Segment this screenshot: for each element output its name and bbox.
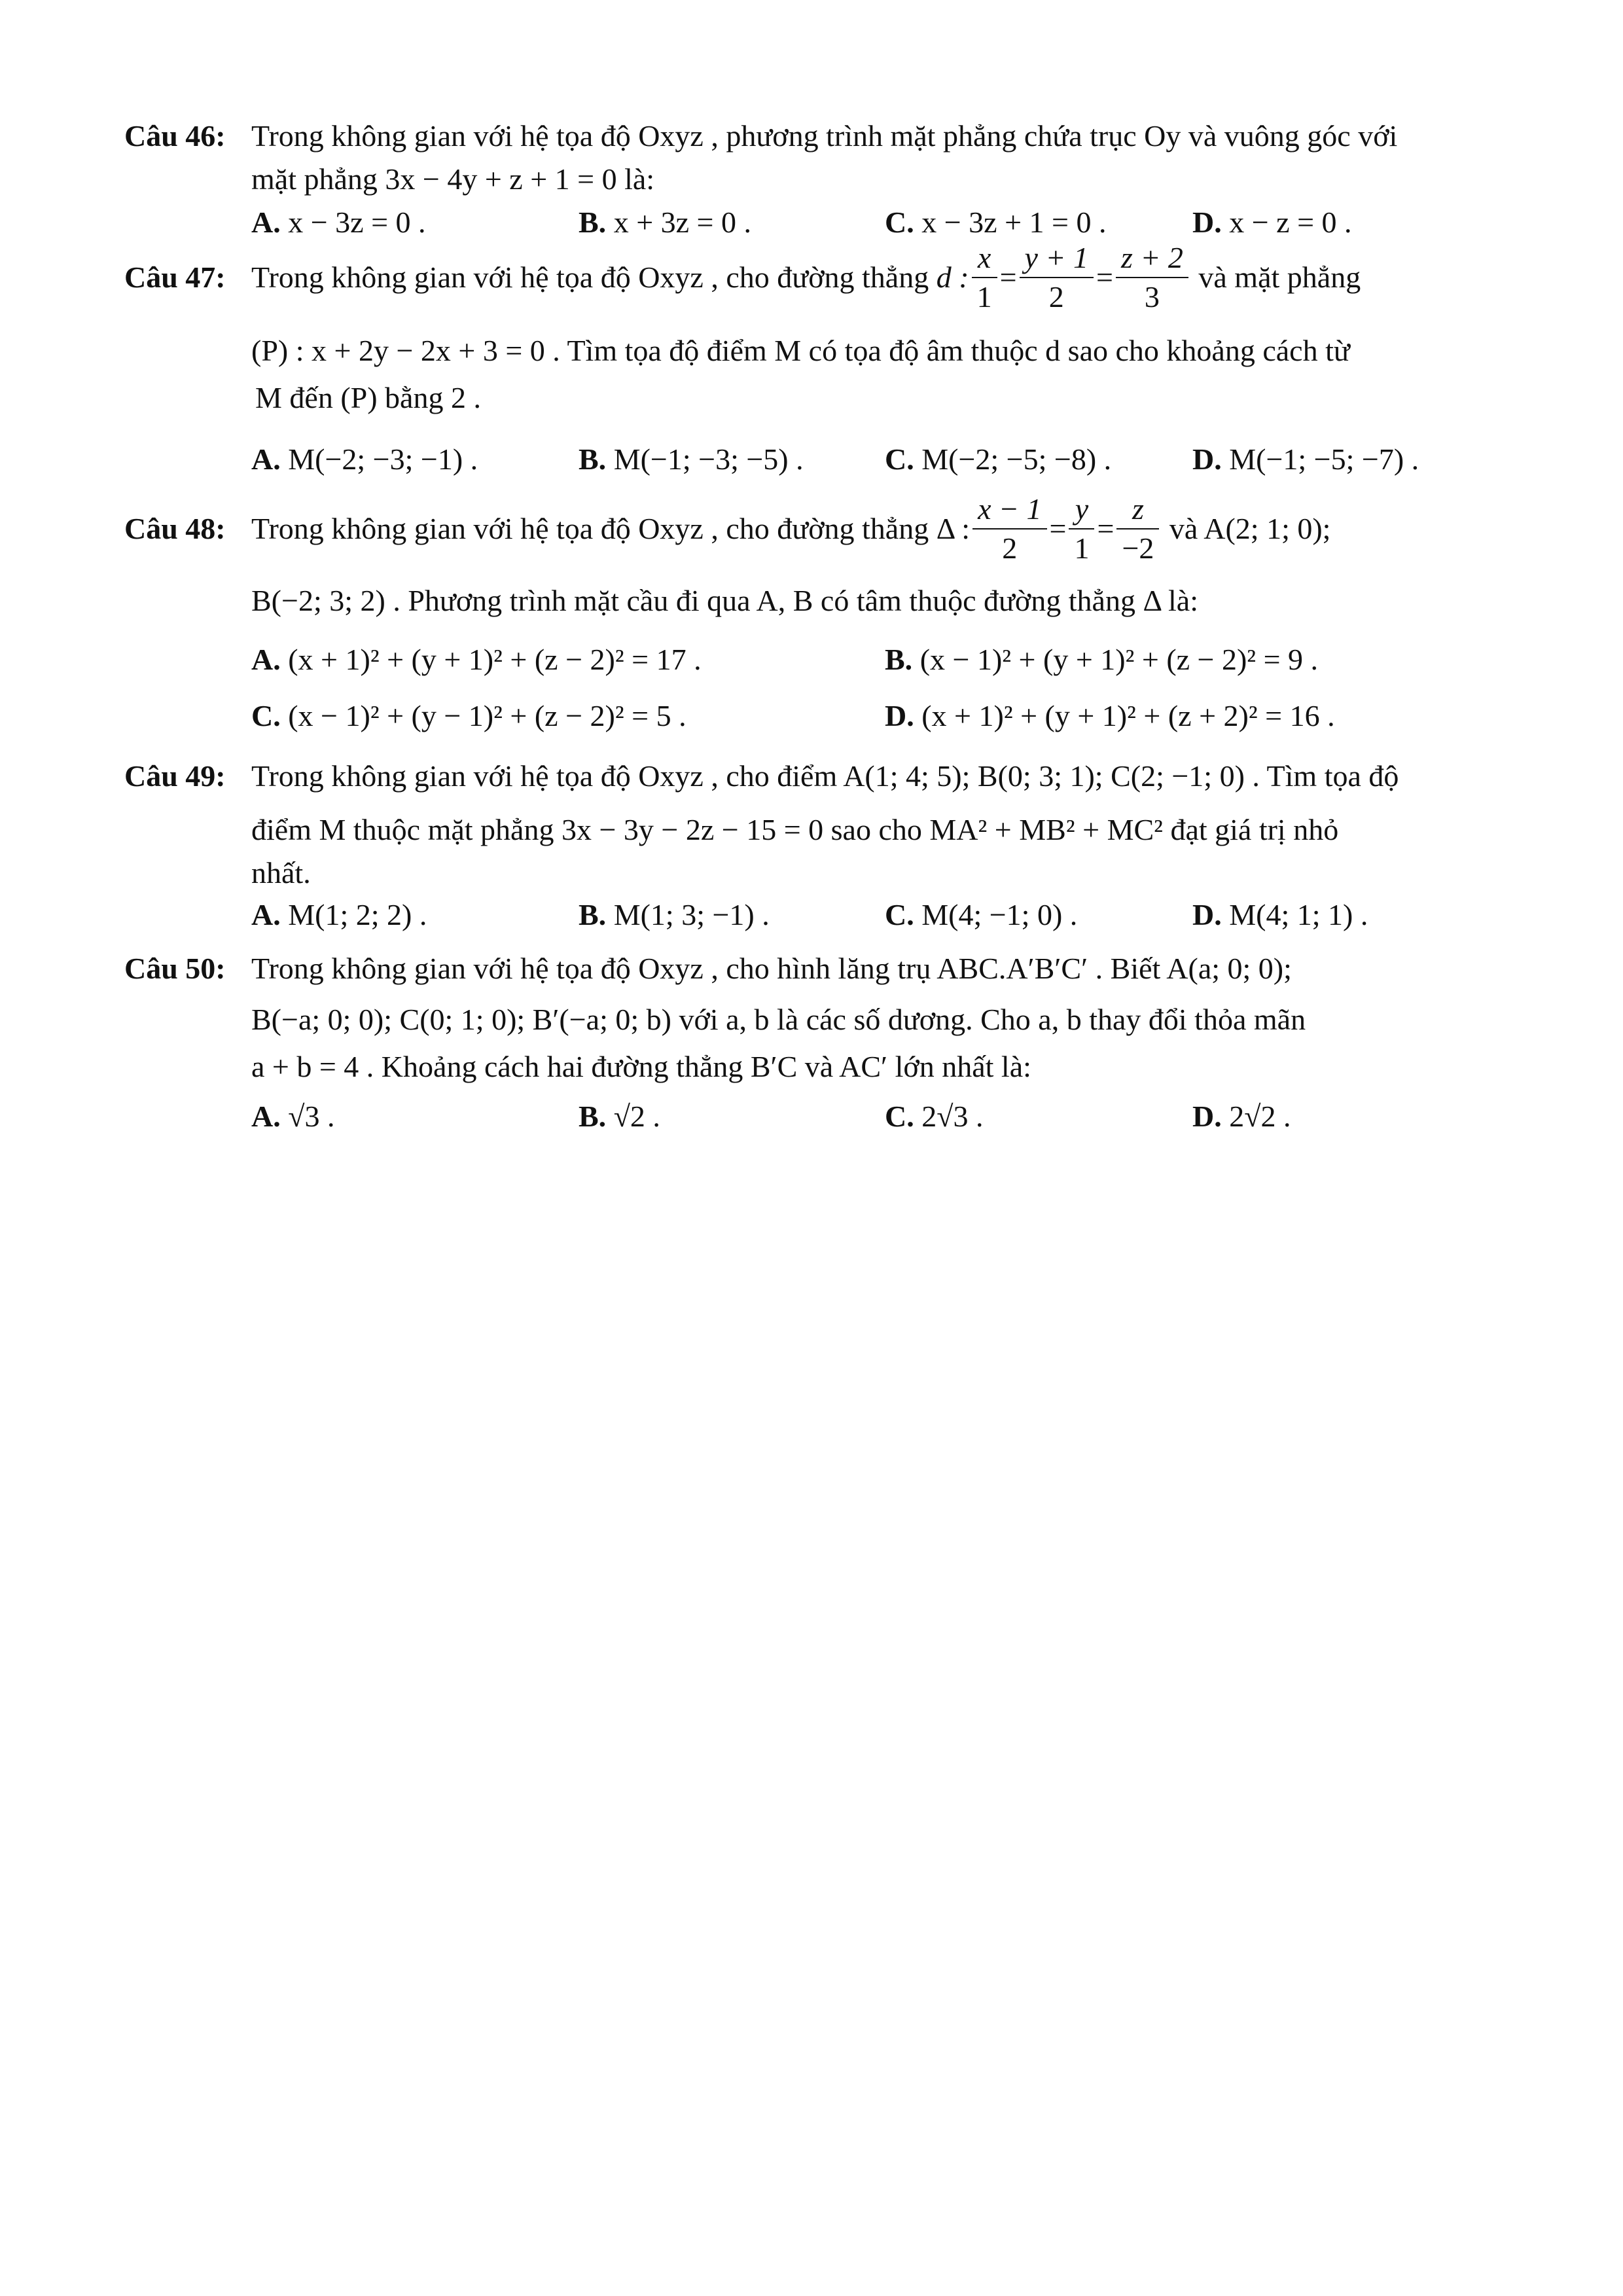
question-49-stem-3: nhất.: [251, 856, 311, 889]
option-text: x − 3z + 1 = 0 .: [921, 206, 1107, 239]
option-text: 2√3 .: [921, 1100, 984, 1133]
option-letter: B.: [579, 206, 607, 239]
option-letter: D.: [1192, 206, 1222, 239]
option-46-b[interactable]: [579, 204, 751, 241]
numerator: x − 1: [972, 494, 1046, 529]
question-48-label: Câu 48:: [124, 512, 226, 545]
denominator: −2: [1122, 531, 1154, 565]
option-48-d[interactable]: [885, 698, 1335, 734]
option-50-c[interactable]: [885, 1098, 983, 1135]
fraction-1: [972, 243, 997, 312]
denominator: 1: [1074, 531, 1090, 565]
option-46-d[interactable]: [1192, 204, 1352, 241]
option-letter: D.: [1192, 1100, 1222, 1133]
stem-text: Trong không gian với hệ tọa độ Oxyz , cho đường thẳng: [251, 260, 929, 294]
option-text: M(1; 2; 2) .: [288, 898, 427, 931]
line-delta-label: Δ :: [936, 512, 971, 545]
option-letter: B.: [579, 1100, 607, 1133]
question-47-stem-2: (P) : x + 2y − 2x + 3 = 0 . Tìm tọa độ điểm M có tọa độ âm thuộc d sao cho khoảng cách từ: [251, 334, 1350, 367]
option-47-d[interactable]: [1192, 441, 1419, 478]
question-50-stem-1: Trong không gian với hệ tọa độ Oxyz , cho hình lăng trụ ABC.A′B′C′ . Biết A(a; 0; 0);: [251, 952, 1292, 985]
option-text: √2 .: [613, 1100, 660, 1133]
option-text: M(−1; −3; −5) .: [613, 442, 804, 476]
option-letter: D.: [1192, 898, 1222, 931]
question-47-label: Câu 47:: [124, 260, 226, 294]
option-text: M(−2; −5; −8) .: [921, 442, 1112, 476]
option-letter: B.: [579, 898, 607, 931]
question-49-stem-1: Trong không gian với hệ tọa độ Oxyz , cho điểm A(1; 4; 5); B(0; 3; 1); C(2; −1; 0) . Tìm tọa độ: [251, 759, 1399, 793]
option-48-a[interactable]: [251, 641, 702, 678]
option-text: (x − 1)² + (y − 1)² + (z − 2)² = 5 .: [288, 699, 687, 732]
option-letter: A.: [251, 206, 281, 239]
option-47-a[interactable]: [251, 441, 478, 478]
option-49-a[interactable]: [251, 897, 427, 933]
question-50-label: Câu 50:: [124, 952, 226, 985]
numerator: x: [972, 243, 997, 278]
numerator: z: [1116, 494, 1159, 529]
denominator: 1: [976, 280, 992, 314]
option-49-c[interactable]: [885, 897, 1077, 933]
question-50-stem-2: B(−a; 0; 0); C(0; 1; 0); B′(−a; 0; b) với a, b là các số dương. Cho a, b thay đổi thỏa mãn: [251, 1003, 1306, 1036]
option-text: x + 3z = 0 .: [613, 206, 751, 239]
option-50-b[interactable]: [579, 1098, 660, 1135]
option-text: x − z = 0 .: [1229, 206, 1352, 239]
numerator: y + 1: [1020, 243, 1094, 278]
denominator: 3: [1144, 280, 1160, 314]
option-46-a[interactable]: [251, 204, 426, 241]
question-46-label: Câu 46:: [124, 119, 226, 152]
fraction-3: [1116, 243, 1188, 312]
option-47-c[interactable]: [885, 441, 1111, 478]
option-text: √3 .: [288, 1100, 335, 1133]
option-48-c[interactable]: [251, 698, 687, 734]
option-letter: B.: [579, 442, 607, 476]
numerator: y: [1069, 494, 1094, 529]
question-48-stem-1: Trong không gian với hệ tọa độ Oxyz , cho đường thẳng Δ : $\frac{x - 1}{2}$ = $\frac{y}{1}$ = $\frac{z}{-2}$ và A(2; 1; 0);: [251, 492, 1331, 565]
fraction-1: [972, 494, 1046, 564]
question-46-stem-2: mặt phẳng 3x − 4y + z + 1 = 0 là:: [251, 162, 655, 196]
option-text: M(−2; −3; −1) .: [288, 442, 478, 476]
option-letter: D.: [885, 699, 914, 732]
option-letter: A.: [251, 1100, 281, 1133]
fraction-2: [1020, 243, 1094, 312]
option-50-a[interactable]: [251, 1098, 334, 1135]
question-50-stem-3: a + b = 4 . Khoảng cách hai đường thẳng B′C và AC′ lớn nhất là:: [251, 1050, 1031, 1083]
option-letter: B.: [885, 643, 913, 676]
option-text: (x + 1)² + (y + 1)² + (z + 2)² = 16 .: [921, 699, 1335, 732]
option-letter: C.: [885, 442, 914, 476]
option-50-d[interactable]: [1192, 1098, 1291, 1135]
option-text: (x + 1)² + (y + 1)² + (z − 2)² = 17 .: [288, 643, 702, 676]
option-text: M(4; 1; 1) .: [1229, 898, 1368, 931]
option-text: M(−1; −5; −7) .: [1229, 442, 1419, 476]
question-47-stem-3: M đến (P) bằng 2 .: [255, 381, 481, 414]
stem-text-post: và mặt phẳng: [1198, 260, 1361, 294]
option-49-d[interactable]: [1192, 897, 1368, 933]
option-text: (x − 1)² + (y + 1)² + (z − 2)² = 9 .: [919, 643, 1319, 676]
denominator: 2: [1002, 531, 1018, 565]
question-46-stem-1: Trong không gian với hệ tọa độ Oxyz , phương trình mặt phẳng chứa trục Oy và vuông góc với: [251, 119, 1398, 152]
question-49-label: Câu 49:: [124, 759, 226, 793]
numerator: z + 2: [1116, 243, 1188, 278]
stem-text-post: và A(2; 1; 0);: [1169, 512, 1331, 545]
line-d-label: d :: [936, 260, 969, 294]
option-text: x − 3z = 0 .: [288, 206, 426, 239]
question-47-stem-1: Trong không gian với hệ tọa độ Oxyz , cho đường thẳng d : $\frac{x}{1}$ = $\frac{y + 1}{2}$ = $\frac{z + 2}{3}$ và mặt phẳng: [251, 241, 1361, 314]
option-48-b[interactable]: [885, 641, 1318, 678]
option-text: M(4; −1; 0) .: [921, 898, 1078, 931]
fraction-3: [1116, 494, 1159, 564]
option-letter: A.: [251, 442, 281, 476]
question-48-stem-2: B(−2; 3; 2) . Phương trình mặt cầu đi qua A, B có tâm thuộc đường thẳng Δ là:: [251, 584, 1198, 617]
option-47-b[interactable]: [579, 441, 804, 478]
option-46-c[interactable]: [885, 204, 1106, 241]
option-letter: C.: [885, 206, 914, 239]
option-letter: A.: [251, 643, 281, 676]
question-49-stem-2: điểm M thuộc mặt phẳng 3x − 3y − 2z − 15 = 0 sao cho MA² + MB² + MC² đạt giá trị nhỏ: [251, 813, 1339, 846]
option-letter: C.: [251, 699, 281, 732]
option-49-b[interactable]: [579, 897, 770, 933]
option-letter: C.: [885, 898, 914, 931]
option-text: M(1; 3; −1) .: [613, 898, 770, 931]
option-text: 2√2 .: [1229, 1100, 1291, 1133]
fraction-2: [1069, 494, 1094, 564]
option-letter: D.: [1192, 442, 1222, 476]
stem-text: Trong không gian với hệ tọa độ Oxyz , cho đường thẳng: [251, 512, 929, 545]
option-letter: A.: [251, 898, 281, 931]
option-letter: C.: [885, 1100, 914, 1133]
denominator: 2: [1048, 280, 1064, 314]
